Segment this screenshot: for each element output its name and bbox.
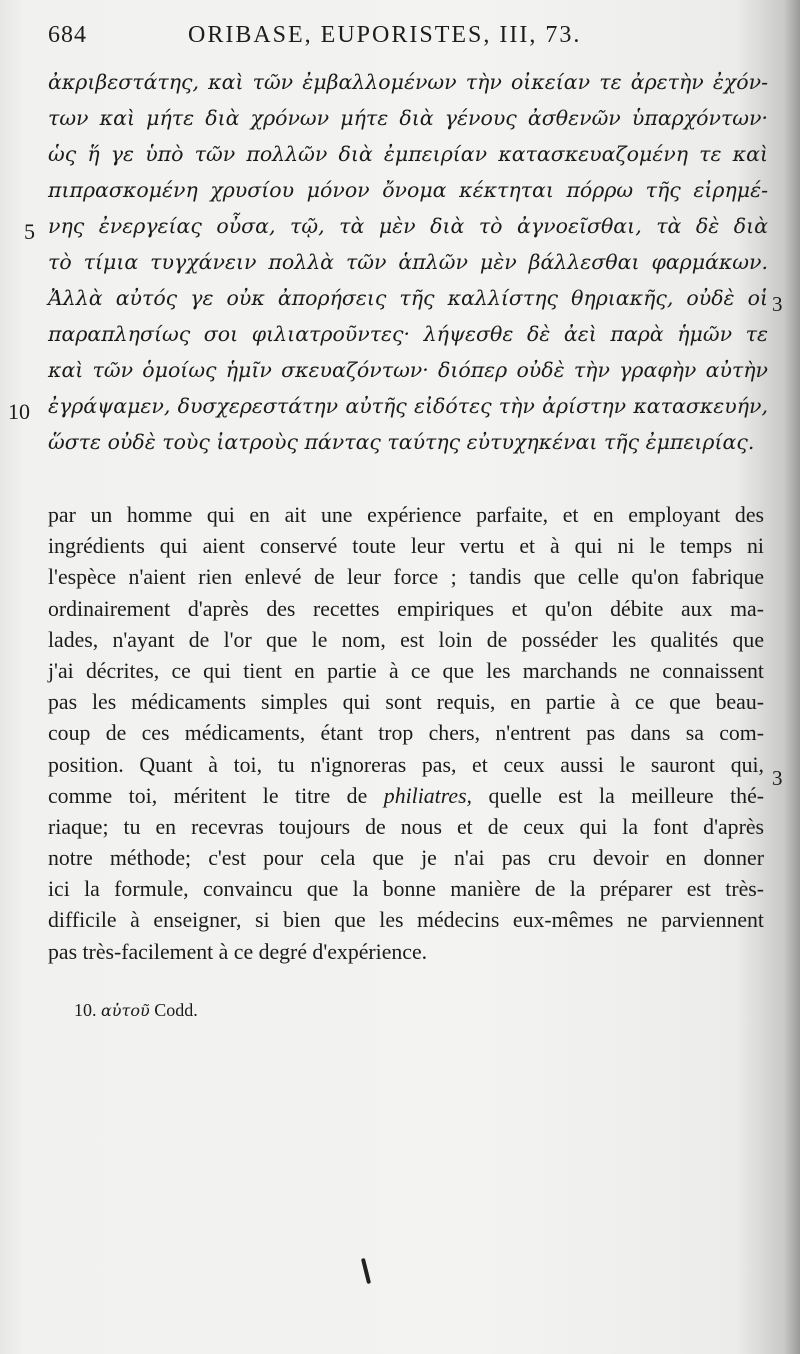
footnote-greek-word: αὐτοῦ [101, 1001, 150, 1020]
page-number: 684 [48, 22, 87, 48]
french-line: difficile à enseigner, si bien que les médecins eux-mêmes ne parviennent [48, 908, 764, 933]
greek-line: πιπρασκομένη χρυσίου μόνον ὄνομα κέκτηται πόρρω τῆς εἰρημέ- [48, 178, 768, 202]
french-line: riaque; tu en recevras toujours de nous et de ceux qui la font d'après [48, 814, 764, 839]
greek-line: των καὶ μήτε διὰ χρόνων μήτε διὰ γένους ἀσθενῶν ὑπαρχόντων· [48, 106, 768, 130]
greek-line: παραπλησίως σοι φιλιατροῦντες· λήψεσθε δὲ ἀεὶ παρὰ ἡμῶν τε [48, 322, 768, 346]
greek-line: ὡς ἥ γε ὑπὸ τῶν πολλῶν διὰ ἐμπειρίαν κατασκευαζομένη τε καὶ [48, 142, 768, 166]
french-line: ingrédients qui aient conservé toute leur vertu et à qui ni le temps ni [48, 534, 764, 559]
french-line-end: quelle est la meilleure thé- [488, 783, 765, 808]
greek-line: Ἀλλὰ αὐτός γε οὐκ ἀπορήσεις τῆς καλλίστης θηριακῆς, οὐδὲ οἱ [48, 286, 768, 310]
french-line: coup de ces médicaments, étant trop chers, n'entrent pas dans sa com- [48, 721, 764, 746]
margin-section-number: 3 [772, 766, 783, 790]
french-line-with-italic [48, 781, 764, 812]
french-line: ordinairement d'après des recettes empiriques et qu'on débite aux ma- [48, 596, 764, 621]
french-line: position. Quant à toi, tu n'ignoreras pas, et ceux aussi le sauront qui, [48, 752, 764, 777]
running-head [48, 22, 748, 52]
french-translation-block [48, 500, 764, 968]
french-line: notre méthode; c'est pour cela que je n'ai pas cru devoir en donner [48, 846, 764, 871]
greek-line: ἐγράψαμεν, δυσχερεστάτην αὐτῆς εἰδότες τὴν ἀρίστην κατασκευήν, [48, 394, 768, 418]
french-line: pas très-facilement à ce degré d'expérience. [48, 939, 428, 964]
french-line: l'espèce n'aient rien enlevé de leur force ; tandis que celle qu'on fabrique [48, 565, 764, 590]
footnote-abbrev: Codd. [154, 1000, 198, 1020]
french-line: ici la formule, convaincu que la bonne manière de la préparer est très- [48, 877, 764, 902]
greek-line: ὥστε οὐδὲ τοὺς ἰατροὺς πάντας ταύτης εὐτυχηκέναι τῆς ἐμπειρίας. [48, 430, 755, 454]
greek-line: καὶ τῶν ὁμοίως ἡμῖν σκευαζόντων· διόπερ οὐδὲ τὴν γραφὴν αὐτὴν [48, 358, 768, 382]
french-line: par un homme qui en ait une expérience parfaite, et en employant des [48, 503, 764, 527]
line-number-10: 10 [8, 399, 30, 424]
greek-line: ἀκριβεστάτης, καὶ τῶν ἐμβαλλομένων τὴν οἰκείαν τε ἀρετὴν ἐχόν- [48, 70, 768, 94]
footnote [74, 1000, 198, 1021]
french-line-start: comme toi, méritent le titre de [48, 783, 368, 808]
french-line: lades, n'ayant de l'or que le nom, est loin de posséder les qualités que [48, 627, 764, 652]
greek-line: νης ἐνεργείας οὖσα, τῷ, τὰ μὲν διὰ τὸ ἀγνοεῖσθαι, τὰ δὲ διὰ [48, 214, 768, 238]
footnote-number: 10. [74, 1000, 97, 1020]
italic-term-philiatres: philiatres, [383, 783, 472, 808]
french-line: pas les médicaments simples qui sont requis, en partie à ce que beau- [48, 690, 764, 715]
running-title: ORIBASE, EUPORISTES, III, 73. [188, 22, 582, 48]
ink-mark [361, 1258, 371, 1284]
margin-section-number: 3 [772, 292, 783, 316]
greek-text-block [48, 64, 768, 460]
line-number-5: 5 [24, 219, 35, 244]
greek-line: τὸ τίμια τυγχάνειν πολλὰ τῶν ἁπλῶν μὲν βάλλεσθαι φαρμάκων. [48, 250, 768, 274]
french-line: j'ai décrites, ce qui tient en partie à ce que les marchands ne connaissent [48, 658, 764, 683]
